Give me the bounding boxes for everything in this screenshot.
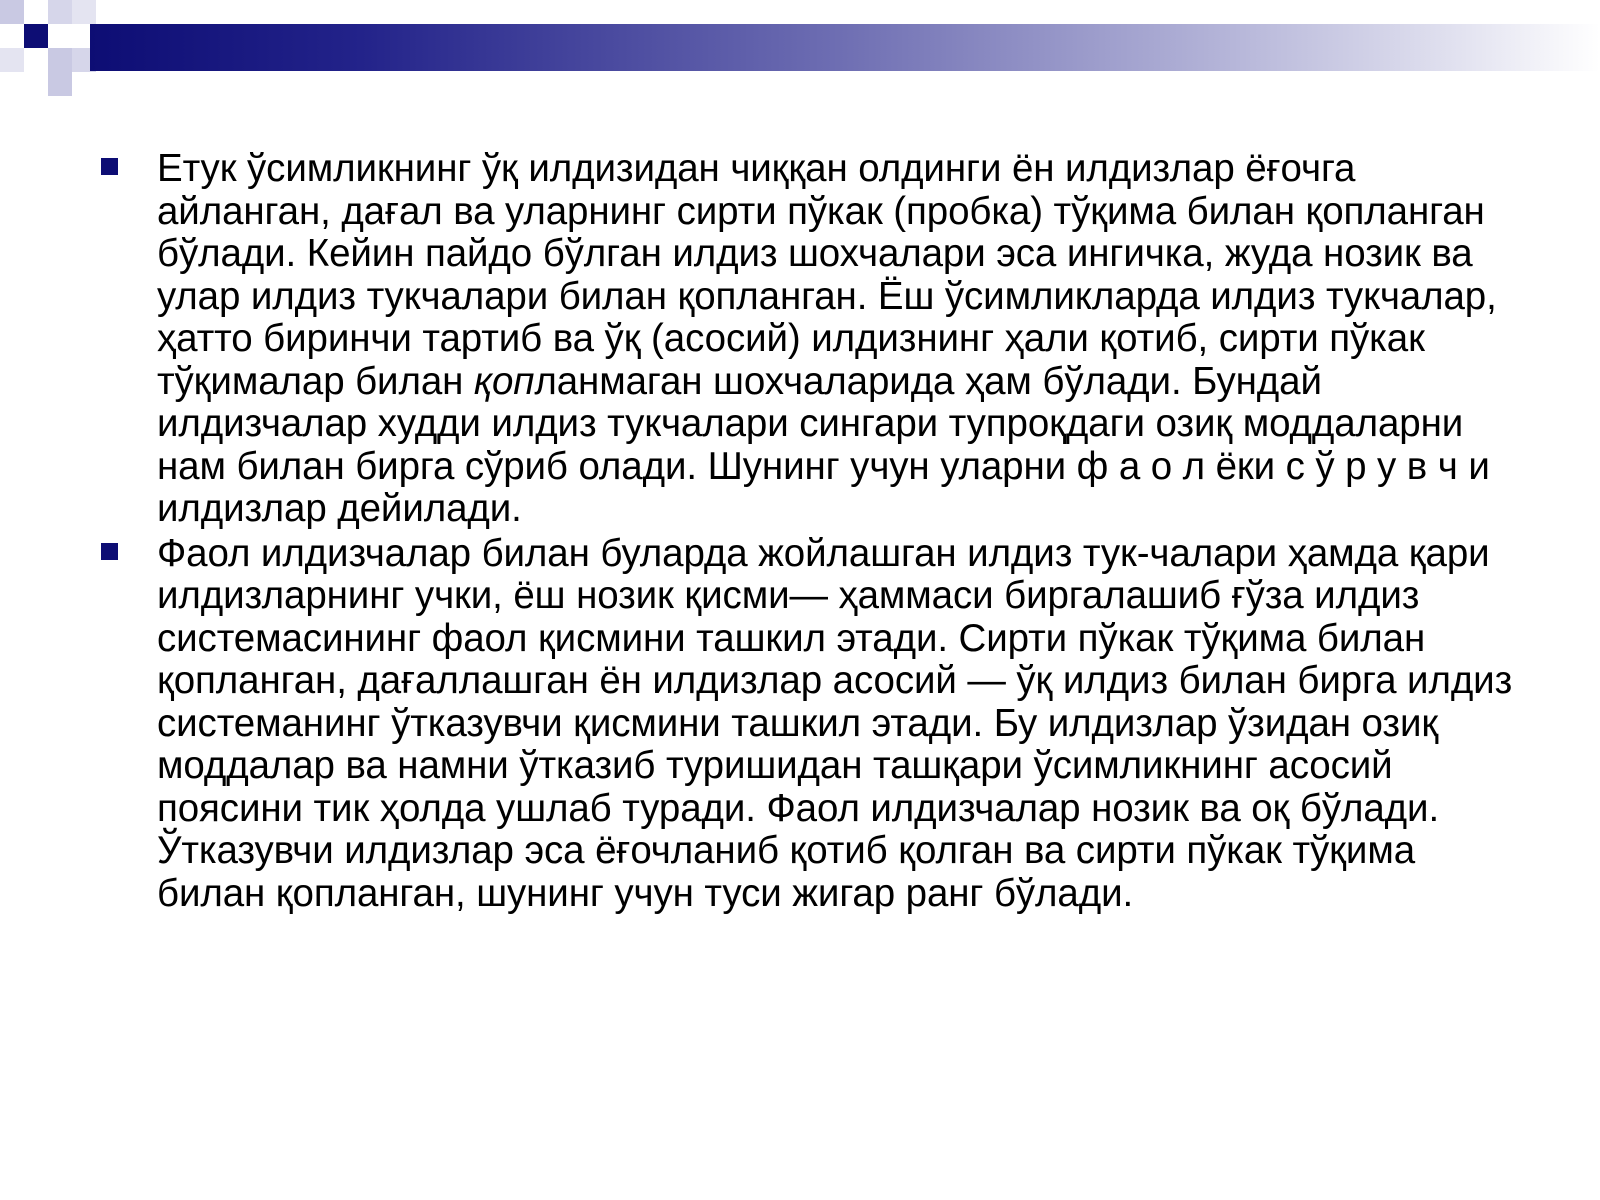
bullet-item-2	[98, 533, 1518, 916]
header-square	[48, 0, 72, 24]
header-square	[24, 24, 48, 48]
header-square	[0, 0, 24, 24]
slide-body	[98, 148, 1518, 917]
bullet-item-1	[98, 148, 1518, 531]
header-gradient-band	[90, 24, 1600, 71]
bullet-text-1-italic: қоп	[473, 359, 535, 403]
header-square	[0, 48, 24, 72]
square-bullet-icon	[101, 158, 118, 175]
bullet-text-1-part-b: ланмаган шохчаларида ҳам бўлади. Бундай илдизчалар худди илдиз тукчалари сингари тупроқдаги озиқ моддаларни нам билан бирга сўриб олади. Шунинг учун уларни ф а о л ёки с ў р у в ч и илдизлар дейилади.	[157, 359, 1490, 530]
slide-header-decoration	[0, 0, 1600, 110]
bullet-text-1	[157, 148, 1518, 531]
square-bullet-icon	[101, 543, 118, 560]
bullet-text-2: Фаол илдизчалар билан буларда жойлашган илдиз тук-чалари ҳамда қари илдизларнинг учки, ёш нозик қисми— ҳаммаси биргалашиб ғўза илдиз системасининг фаол қисмини ташкил этади. Сирти пўкак тўқима билан қопланган, дағаллашган ён илдизлар асосий — ўқ илдиз билан бирга илдиз системанинг ўтказувчи қисмини ташкил этади. Бу илдизлар ўзидан озиқ моддалар ва намни ўтказиб туришидан ташқари ўсимликнинг асосий поясини тик ҳолда ушлаб туради. Фаол илдизчалар нозик ва оқ бўлади. Ўтказувчи илдизлар эса ёғочланиб қотиб қолган ва сирти пўкак тўқима билан қопланган, шунинг учун туси жигар ранг бўлади.	[157, 531, 1513, 915]
header-square	[48, 48, 72, 72]
bullet-text-1-part-a: Етук ўсимликнинг ўқ илдизидан чиққан олдинги ён илдизлар ёғочга айланган, дағал ва уларнинг сирти пўкак (пробка) тўқима билан қопланган бўлади. Кейин пайдо бўлган илдиз шохчалари эса ингичка, жуда нозик ва улар илдиз тукчалари билан қопланган. Ёш ўсимликларда илдиз тукчалар, ҳатто биринчи тартиб ва ўқ (асосий) илдизнинг ҳали қотиб, сирти пўкак тўқималар билан	[157, 147, 1497, 403]
header-square	[72, 0, 96, 24]
header-square	[48, 72, 72, 96]
